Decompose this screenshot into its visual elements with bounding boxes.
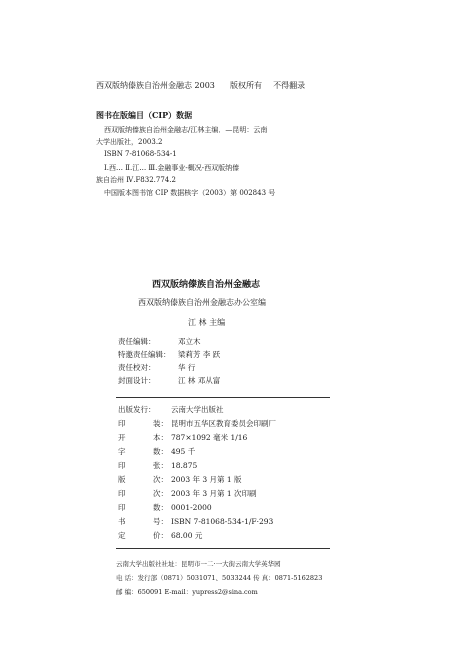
copyright-rights: 版权所有 [230,81,262,90]
colophon-label-2: 本： [153,433,168,442]
cip-subjects-1: Ⅰ.西… Ⅱ.江… Ⅲ.金融事业-概况-西双版纳傣 [104,164,240,172]
colophon-label-1: 书 [118,517,126,526]
cip-heading: 图书在版编目（CIP）数据 [96,110,193,120]
editor-label: 责任校对： [118,363,156,372]
editor-row [118,376,220,386]
publisher-name: 云南大学出版社 [171,405,224,414]
colophon-value: 495 千 [171,447,196,456]
editor-value: 江 林 邓从富 [178,376,221,385]
copyright-line [96,81,305,91]
colophon-value: 昆明市五华区教育委员会印刷厂 [171,419,276,428]
editor-label: 封面设计： [118,376,156,385]
colophon-value: 18.875 [171,461,198,470]
book-title: 西双版纳傣族自治州金融志 [152,280,261,290]
book-editor: 江 林 主编 [188,318,226,327]
editor-value: 邓立木 [178,337,201,346]
colophon-row [118,433,247,443]
colophon-label-2: 价： [153,531,168,540]
colophon-label-2: 装： [153,419,168,428]
cip-subjects-2: 族自治州 Ⅳ.F832.774.2 [96,176,176,184]
colophon-label-1: 开 [118,433,126,442]
colophon-value: ISBN 7-81068-534-1/F·293 [171,517,274,526]
colophon-row [118,503,212,513]
colophon-row [118,475,242,485]
colophon-label-1: 印 [118,461,126,470]
colophon-label-2: 次： [153,475,168,484]
colophon-label-2: 数： [153,503,168,512]
editor-label: 责任编辑： [118,337,156,346]
colophon-label-1: 定 [118,531,126,540]
cip-line-2: 大学出版社，2003.2 [96,138,163,146]
colophon-label-2: 数： [153,447,168,456]
colophon-label-1: 印 [118,503,126,512]
footer-post: 邮 编：650091 E-mail：yupress2@sina.com [116,588,258,596]
editor-row [118,337,201,347]
colophon-value: 2003 年 3 月第 1 版 [171,475,242,484]
colophon-value: 787×1092 毫米 1/16 [171,433,248,442]
copyright-no-reprint: 不得翻录 [273,81,306,90]
colophon-row [118,461,197,471]
colophon-label-1: 印 [118,489,126,498]
divider-bottom [116,548,330,549]
colophon-value: 2003 年 3 月第 1 次印刷 [171,489,257,498]
copyright-title: 西双版纳傣族自治州金融志 2003 [96,81,215,90]
editor-value: 梁莉芳 李 跃 [178,350,221,359]
publisher-label: 出版发行： [118,405,156,414]
editor-label: 特邀责任编辑： [118,350,171,359]
colophon-value: 68.00 元 [171,531,203,540]
colophon-label-2: 张： [153,461,168,470]
colophon-label-1: 印 [118,419,126,428]
colophon-label-1: 版 [118,475,126,484]
cip-data-number: 中国版本图书馆 CIP 数据核字（2003）第 002843 号 [104,189,276,197]
divider-top [116,397,330,398]
publisher-row [118,405,224,415]
colophon-row [118,489,257,499]
colophon-row [118,447,195,457]
colophon-label-2: 号： [153,517,168,526]
colophon-row [118,531,202,541]
editor-row [118,350,220,360]
colophon-row [118,517,273,527]
colophon-label-2: 次： [153,489,168,498]
colophon-value: 0001-2000 [171,503,212,512]
cip-isbn: ISBN 7-81068-534-1 [104,150,177,158]
book-compiler: 西双版纳傣族自治州金融志办公室编 [138,298,266,307]
editor-row [118,363,195,373]
colophon-label-1: 字 [118,447,126,456]
footer-address: 云南大学出版社社址：昆明市一二·一大街云南大学英华园 [116,560,281,568]
editor-value: 华 行 [178,363,196,372]
footer-phone: 电 话：发行部（0871）5031071、5033244 传 真：0871-5162823 [116,574,323,582]
cip-line-1: 西双版纳傣族自治州金融志/江林主编．—昆明：云南 [104,126,268,134]
colophon-row [118,419,276,429]
